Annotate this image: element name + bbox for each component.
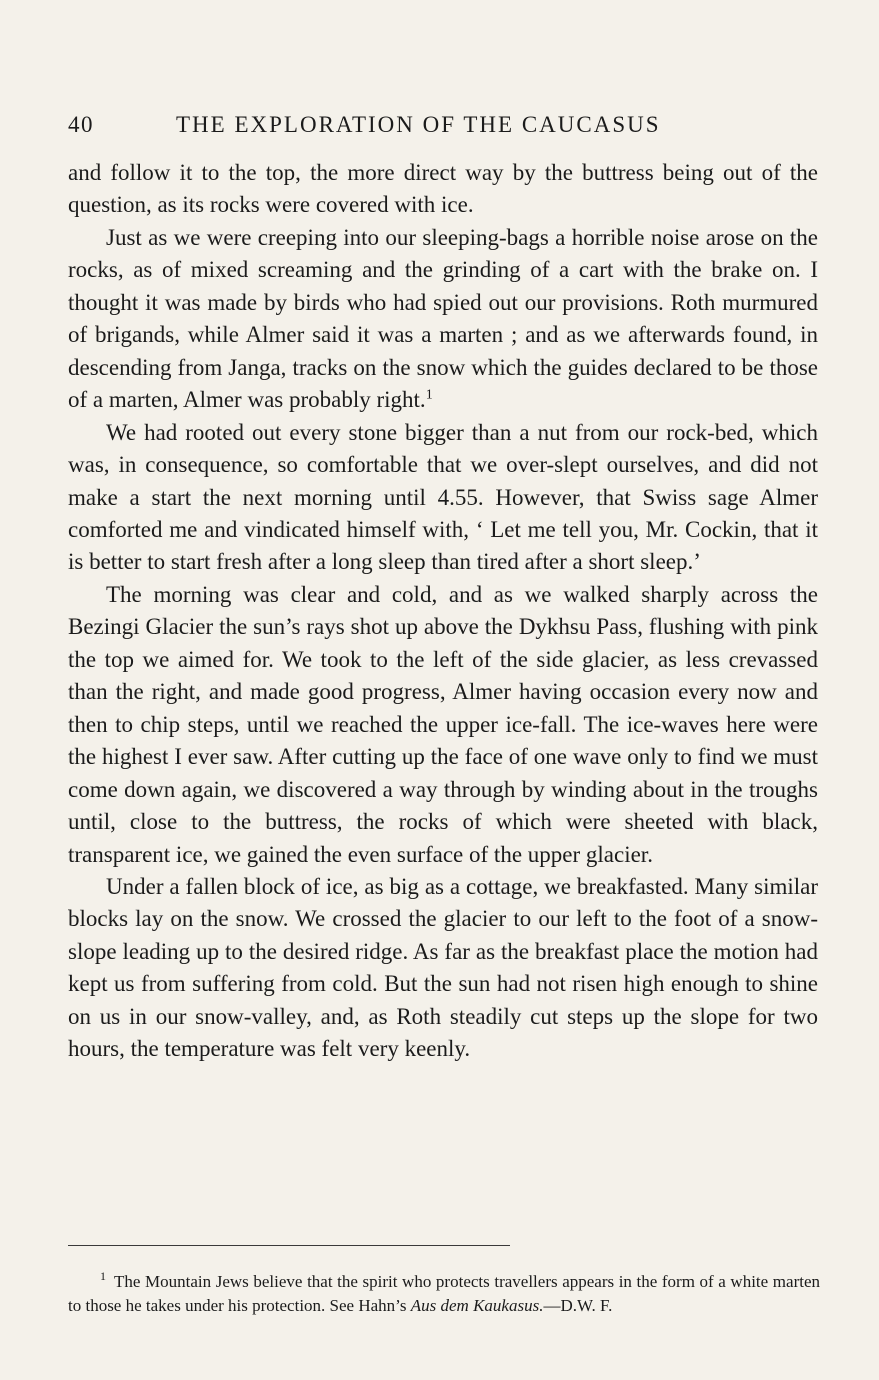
footnote-reference: 1 (425, 387, 433, 403)
paragraph-1: and follow it to the top, the more direct way by the buttress being out of the question, as its rocks were covered with ice. (68, 160, 818, 218)
running-title: THE EXPLORATION OF THE CAUCASUS (176, 112, 661, 137)
page-number: 40 (68, 112, 94, 137)
footnote-book-title: Aus dem Kaukasus. (410, 1296, 544, 1315)
paragraph-3: We had rooted out every stone bigger than a nut from our rock-bed, which was, in consequence, so comfortable that we over-slept ourselves, and did not make a start the next morning until 4.55. However, that Swiss sage Almer comforted me and vindicated himself with, ‘ Let me tell you, Mr. Cockin, that it is better to start fresh after a long sleep than tired after a short sleep.’ (68, 419, 818, 575)
paragraph-4: The morning was clear and cold, and as we walked sharply across the Bezingi Glacier the sun’s rays shot up above the Dykhsu Pass, flushing with pink the top we aimed for. We took to the left of the side glacier, as less crevassed than the right, and made good progress, Almer having occasion every now and then to chip steps, until we reached the upper ice-fall. The ice-waves here were the highest I ever saw. After cutting up the face of one wave only to find we must come down again, we discovered a way through by winding about in the troughs until, close to the buttress, the rocks of which were sheeted with black, transparent ice, we gained the even surface of the upper glacier. (68, 581, 818, 867)
footnote-marker: 1 (100, 1269, 106, 1284)
footnote (68, 1270, 820, 1318)
paragraph-2 (68, 222, 818, 417)
footnote-attribution: —D.W. F. (543, 1296, 613, 1315)
running-head (68, 112, 720, 140)
paragraph-2-text: Just as we were creeping into our sleeping-bags a horrible noise arose on the rocks, as of mixed screaming and the grinding of a cart with the brake on. I thought it was made by birds who had spied out our provisions. Roth murmured of brigands, while Almer said it was a marten ; and as we afterwards found, in descending from Janga, tracks on the snow which the guides declared to be those of a marten, Almer was probably right. (68, 224, 818, 413)
body-text (68, 157, 818, 1066)
footnote-divider (68, 1245, 510, 1246)
footnote-text: The Mountain Jews believe that the spirit who protects travellers appears in the form of a white marten to those he takes under his protection. See Hahn’s (68, 1272, 820, 1315)
paragraph-5: Under a fallen block of ice, as big as a cottage, we breakfasted. Many similar blocks lay on the snow. We crossed the glacier to our left to the foot of a snow-slope leading up to the desired ridge. As far as the breakfast place the motion had kept us from suffering from cold. But the sun had not risen high enough to shine on us in our snow-valley, and, as Roth steadily cut steps up the slope for two hours, the temperature was felt very keenly. (68, 873, 818, 1062)
